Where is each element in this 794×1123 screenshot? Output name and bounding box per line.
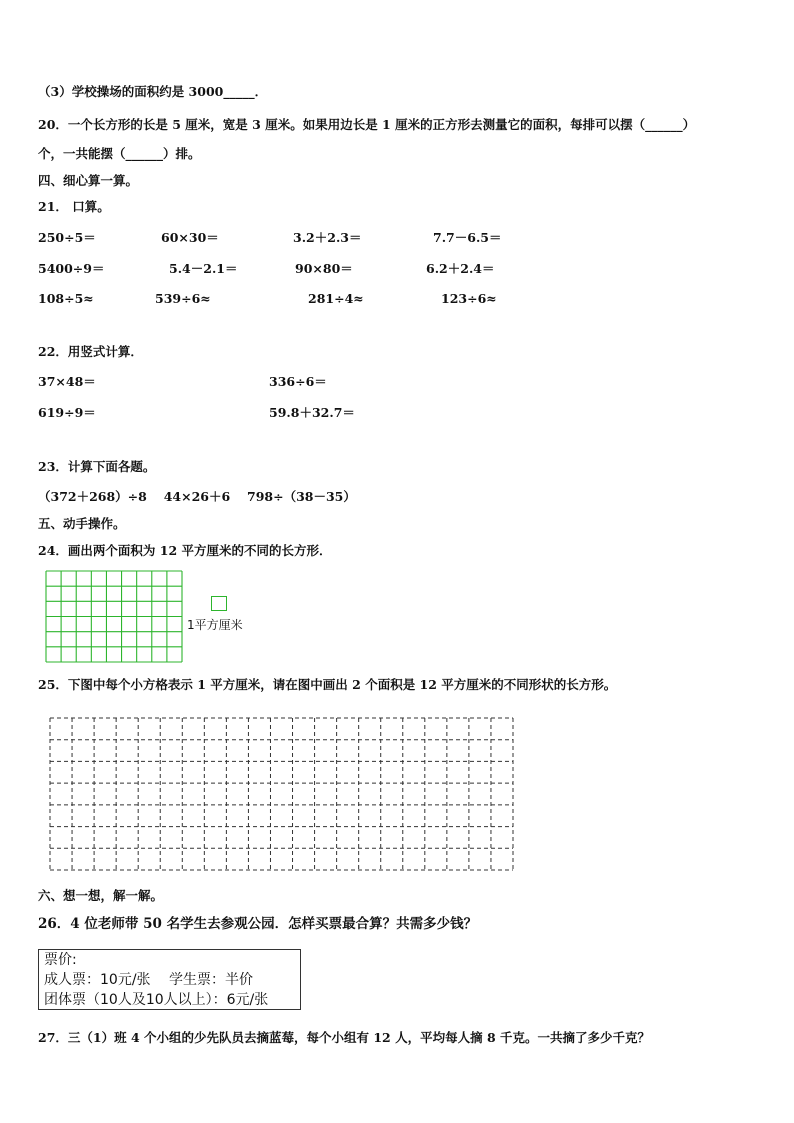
q23-title: 23．计算下面各题。 — [38, 459, 156, 474]
q21-r2c3: 90×80＝ — [295, 261, 353, 276]
q21-r1c1: 250÷5＝ — [38, 230, 96, 245]
q21-r3c1: 108÷5≈ — [38, 291, 94, 306]
q22-c: 619÷9＝ — [38, 405, 96, 420]
q21-r1c4: 7.7－6.5＝ — [433, 230, 502, 245]
q21-r2c4: 6.2＋2.4＝ — [426, 261, 495, 276]
ticket-price-box — [38, 949, 301, 1010]
q27-title: 27．三（1）班 4 个小组的少先队员去摘蓝莓，每个小组有 12 人，平均每人摘 8 千克。一共摘了多少千克？ — [38, 1030, 650, 1045]
dashed-grid — [49, 717, 514, 871]
q24-title: 24．画出两个面积为 12 平方厘米的不同的长方形． — [38, 543, 332, 558]
q22-d: 59.8＋32.7＝ — [269, 405, 355, 420]
q21-r1c2: 60×30＝ — [161, 230, 219, 245]
q21-r2c2: 5.4－2.1＝ — [169, 261, 238, 276]
ticket-adult-student-price: 成人票：10元/张 学生票：半价 — [44, 972, 253, 988]
q21-r2c1: 5400÷9＝ — [38, 261, 105, 276]
q20-line1: 20．一个长方形的长是 5 厘米，宽是 3 厘米。如果用边长是 1 厘米的正方形去测量它的面积，每排可以摆（______） — [38, 117, 696, 132]
ticket-group-price: 团体票（10人及10人以上）：6元/张 — [44, 992, 269, 1008]
unit-square — [211, 596, 227, 611]
q21-r3c4: 123÷6≈ — [441, 291, 497, 306]
section-6-heading: 六、想一想，解一解。 — [38, 888, 164, 903]
q23-items: （372＋268）÷8 44×26＋6 798÷（38－35） — [38, 489, 356, 504]
solid-green-grid — [45, 570, 183, 663]
section-4-heading: 四、细心算一算。 — [38, 173, 139, 188]
q21-r3c2: 539÷6≈ — [155, 291, 211, 306]
ticket-price-heading: 票价: — [44, 952, 77, 968]
q20-line2: 个，一共能摆（______）排。 — [38, 146, 201, 161]
q19-part3: （3）学校操场的面积约是 3000_____． — [38, 84, 268, 99]
q21-r3c3: 281÷4≈ — [308, 291, 364, 306]
q21-r1c3: 3.2＋2.3＝ — [293, 230, 362, 245]
q22-b: 336÷6＝ — [269, 374, 327, 389]
q25-title: 25．下图中每个小方格表示 1 平方厘米，请在图中画出 2 个面积是 12 平方厘米的不同形状的长方形。 — [38, 677, 617, 692]
q26-title: 26．4 位老师带 50 名学生去参观公园．怎样买票最合算？共需多少钱？ — [38, 916, 478, 932]
unit-square-label: 1平方厘米 — [187, 618, 243, 632]
q22-title: 22．用竖式计算． — [38, 344, 143, 359]
q22-a: 37×48＝ — [38, 374, 96, 389]
section-5-heading: 五、动手操作。 — [38, 516, 126, 531]
q21-title: 21． 口算。 — [38, 199, 110, 214]
